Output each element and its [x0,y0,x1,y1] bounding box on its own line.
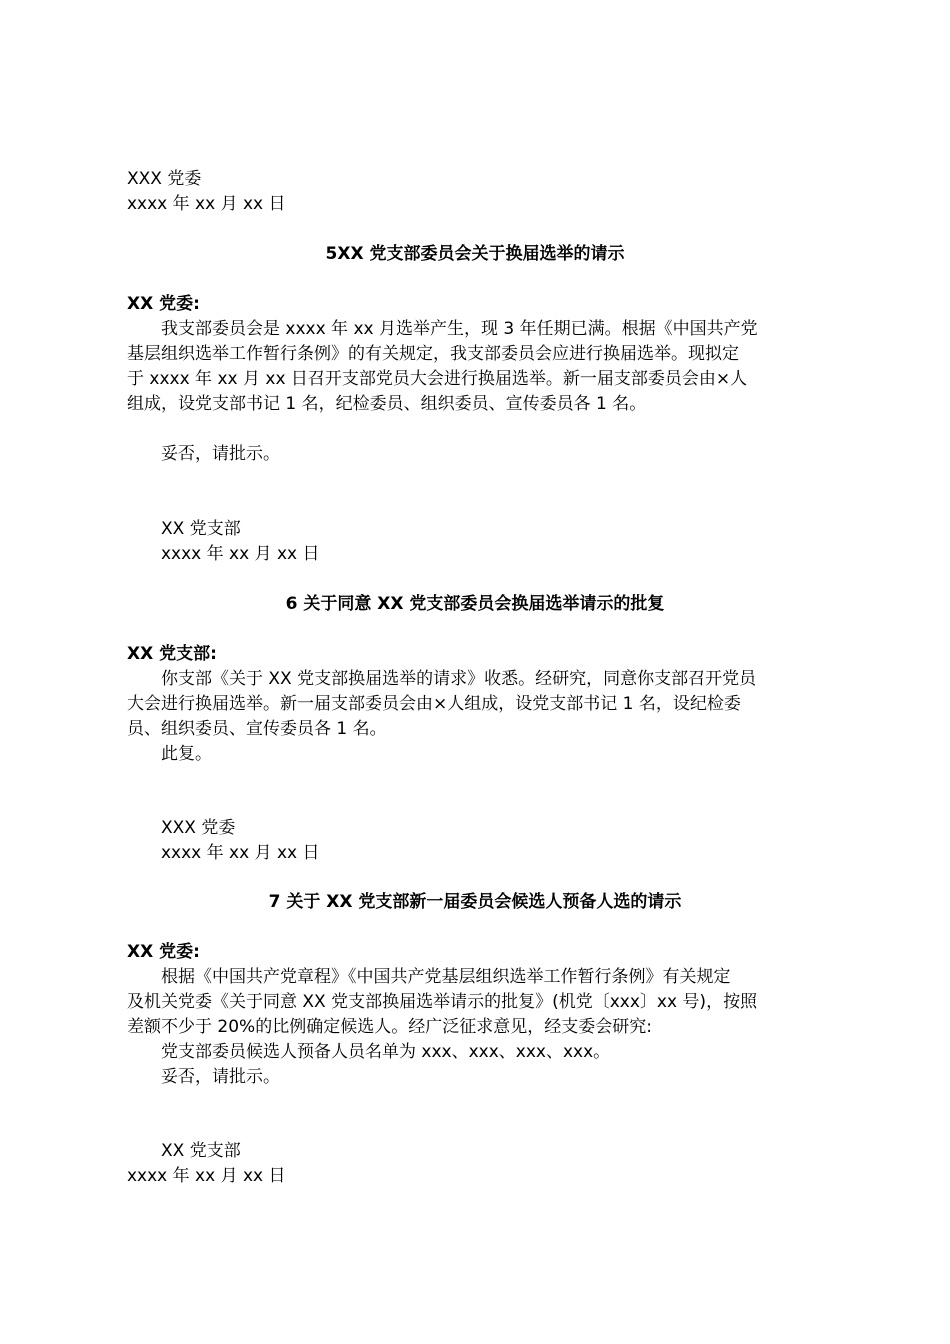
section5-body-line: 我支部委员会是 xxxx 年 xx 月选举产生，现 3 年任期已满。根据《中国共产党 [161,319,758,339]
section5-body-line: 基层组织选举工作暂行条例》的有关规定，我支部委员会应进行换届选举。现拟定 [127,344,739,364]
top-signature-org: XXX 党委 [127,169,202,189]
section7-title: 7 关于 XX 党支部新一届委员会候选人预备人选的请示 [268,892,682,912]
top-signature-date: xxxx 年 xx 月 xx 日 [127,194,286,214]
section6-salutation: XX 党支部: [127,644,217,664]
section7-body-line: 根据《中国共产党章程》《中国共产党基层组织选举工作暂行条例》有关规定 [161,967,731,987]
section5-body-line: 于 xxxx 年 xx 月 xx 日召开支部党员大会进行换届选举。新一届支部委员会由×人 [127,369,748,389]
section6-title: 6 关于同意 XX 党支部委员会换届选举请示的批复 [285,594,665,614]
section7-closing: 妥否，请批示。 [161,1067,280,1087]
section5-sign-org: XX 党支部 [161,519,241,539]
section5-body-line: 组成，设党支部书记 1 名，纪检委员、组织委员、宣传委员各 1 名。 [127,394,647,414]
section6-sign-date: xxxx 年 xx 月 xx 日 [161,843,320,863]
section6-body-line: 你支部《关于 XX 党支部换届选举的请求》收悉。经研究，同意你支部召开党员 [161,669,757,689]
section7-sign-date: xxxx 年 xx 月 xx 日 [127,1166,286,1186]
section6-body-line: 大会进行换届选举。新一届支部委员会由×人组成，设党支部书记 1 名，设纪检委 [127,694,741,714]
section7-body-line: 差额不少于 20%的比例确定候选人。经广泛征求意见，经支委会研究: [127,1017,652,1037]
section7-salutation: XX 党委: [127,942,200,962]
section5-title: 5XX 党支部委员会关于换届选举的请示 [325,244,625,264]
section6-body-line: 员、组织委员、宣传委员各 1 名。 [127,719,387,739]
section7-sign-org: XX 党支部 [161,1141,241,1161]
section5-closing: 妥否，请批示。 [161,444,280,464]
section6-sign-org: XXX 党委 [161,818,236,838]
section6-closing: 此复。 [161,744,212,764]
section7-body-line: 及机关党委《关于同意 XX 党支部换届选举请示的批复》(机党〔xxx〕xx 号)，按照 [127,992,758,1012]
section7-candidate-list: 党支部委员候选人预备人员名单为 xxx、xxx、xxx、xxx。 [161,1042,611,1062]
section5-salutation: XX 党委: [127,294,200,314]
section5-sign-date: xxxx 年 xx 月 xx 日 [161,544,320,564]
